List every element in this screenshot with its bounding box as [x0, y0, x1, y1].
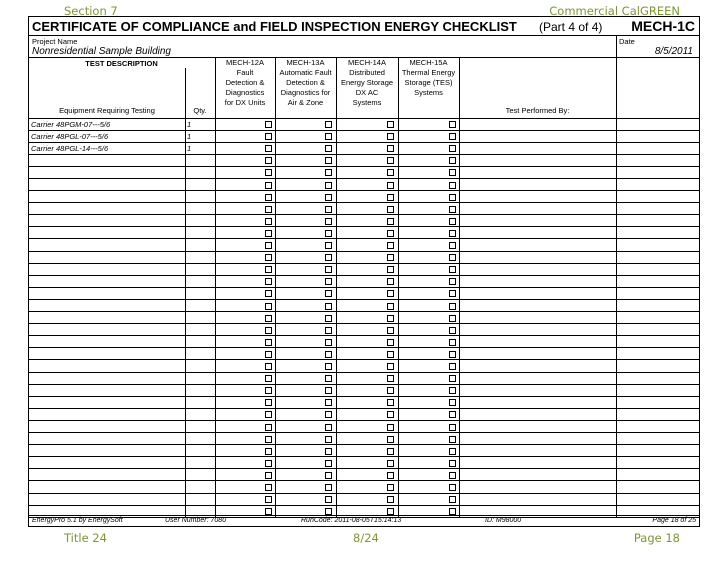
test-column-mech-14a: [336, 58, 398, 119]
test-description-line: DX AC: [355, 88, 379, 97]
test-checkbox[interactable]: [265, 206, 272, 213]
table-row: [29, 252, 699, 264]
test-checkbox[interactable]: [325, 206, 332, 213]
equipment-cell: Carrier 48PGM-07---5/6: [31, 120, 111, 129]
table-row: [29, 264, 699, 276]
test-checkbox[interactable]: [325, 230, 332, 237]
test-checkbox[interactable]: [265, 315, 272, 322]
compliance-form: [28, 16, 700, 527]
table-row: [29, 373, 699, 385]
test-checkbox[interactable]: [449, 436, 456, 443]
test-checkbox[interactable]: [387, 278, 394, 285]
test-checkbox[interactable]: [325, 327, 332, 334]
test-checkbox[interactable]: [449, 182, 456, 189]
test-checkbox[interactable]: [449, 339, 456, 346]
column-divider: [336, 58, 337, 518]
test-column-mech-12a: [215, 58, 275, 119]
test-checkbox[interactable]: [449, 424, 456, 431]
test-checkbox[interactable]: [325, 218, 332, 225]
qty-cell: 1: [187, 132, 192, 142]
test-checkbox[interactable]: [265, 472, 272, 479]
test-checkbox[interactable]: [265, 448, 272, 455]
test-checkbox[interactable]: [449, 399, 456, 406]
test-checkbox[interactable]: [387, 411, 394, 418]
test-checkbox[interactable]: [325, 351, 332, 358]
test-code: MECH-12A: [226, 58, 264, 67]
table-row: [29, 301, 699, 313]
section-label: Section 7: [64, 4, 118, 18]
table-row: [29, 276, 699, 288]
test-checkbox[interactable]: [325, 266, 332, 273]
test-description-line: Systems: [414, 88, 443, 97]
form-title-row: [29, 17, 699, 36]
table-row: [29, 167, 699, 179]
test-checkbox[interactable]: [387, 169, 394, 176]
test-checkbox[interactable]: [387, 436, 394, 443]
test-checkbox[interactable]: [325, 194, 332, 201]
test-checkbox[interactable]: [265, 339, 272, 346]
test-checkbox[interactable]: [449, 327, 456, 334]
test-checkbox[interactable]: [387, 375, 394, 382]
test-checkbox[interactable]: [387, 145, 394, 152]
project-name-label: Project Name: [32, 37, 78, 46]
test-checkbox[interactable]: [449, 242, 456, 249]
test-checkbox[interactable]: [387, 496, 394, 503]
test-checkbox[interactable]: [265, 145, 272, 152]
user-number: User Number: 7080: [165, 517, 227, 524]
table-row: [29, 397, 699, 409]
test-checkbox[interactable]: [449, 145, 456, 152]
test-checkbox[interactable]: [265, 399, 272, 406]
qty-column-header: Qty.: [193, 106, 207, 115]
table-row: [29, 434, 699, 446]
table-row: [29, 482, 699, 494]
test-description-line: Air & Zone: [287, 98, 324, 107]
test-checkbox[interactable]: [449, 411, 456, 418]
form-footer: [29, 515, 699, 526]
software-label: EnergyPro 5.1 by EnergySoft: [32, 517, 123, 524]
qty-cell: 1: [187, 144, 192, 154]
table-row: [29, 325, 699, 337]
test-description-line: Energy Storage: [340, 78, 394, 87]
test-checkbox[interactable]: [449, 218, 456, 225]
test-checkbox[interactable]: [449, 230, 456, 237]
test-checkbox[interactable]: [265, 484, 272, 491]
test-checkbox[interactable]: [449, 133, 456, 140]
test-checkbox[interactable]: [265, 266, 272, 273]
test-checkbox[interactable]: [325, 375, 332, 382]
equipment-cell: Carrier 48PGL-07---5/6: [31, 132, 109, 142]
test-checkbox[interactable]: [325, 169, 332, 176]
test-checkbox[interactable]: [265, 230, 272, 237]
test-checkbox[interactable]: [387, 121, 394, 128]
test-code: MECH-13A: [286, 58, 325, 67]
test-checkbox[interactable]: [387, 254, 394, 261]
test-checkbox[interactable]: [325, 242, 332, 249]
test-checkbox[interactable]: [449, 303, 456, 310]
test-checkbox[interactable]: [387, 424, 394, 431]
column-divider: [185, 68, 186, 518]
test-column-mech-13a: [275, 58, 336, 119]
test-checkbox[interactable]: [387, 194, 394, 201]
test-checkbox[interactable]: [325, 472, 332, 479]
test-checkbox[interactable]: [387, 339, 394, 346]
test-checkbox[interactable]: [449, 484, 456, 491]
test-checkbox[interactable]: [265, 218, 272, 225]
table-row: [29, 458, 699, 470]
test-checkbox[interactable]: [449, 472, 456, 479]
test-checkbox[interactable]: [325, 436, 332, 443]
test-checkbox[interactable]: [387, 182, 394, 189]
test-checkbox[interactable]: [325, 121, 332, 128]
column-divider: [215, 58, 216, 518]
test-checkbox[interactable]: [387, 363, 394, 370]
page-footer-right: Page 18: [633, 531, 680, 545]
project-row: [29, 36, 699, 58]
test-checkbox[interactable]: [387, 290, 394, 297]
test-description-line: for DX Units: [224, 98, 266, 107]
test-checkbox[interactable]: [325, 182, 332, 189]
test-checkbox[interactable]: [387, 399, 394, 406]
table-row: [29, 228, 699, 240]
page-footer-left: Title 24: [64, 531, 107, 545]
table-row: [29, 216, 699, 228]
form-title: CERTIFICATE OF COMPLIANCE and FIELD INSPECTION ENERGY CHECKLIST: [32, 19, 517, 34]
test-description-line: Storage (TES): [404, 78, 453, 87]
test-checkbox[interactable]: [449, 266, 456, 273]
test-checkbox[interactable]: [265, 424, 272, 431]
test-description-line: Diagnostics for: [280, 88, 331, 97]
page-footer-center: 8/24: [353, 531, 379, 545]
test-checkbox[interactable]: [265, 411, 272, 418]
test-column-mech-15a: [398, 58, 459, 119]
test-checkbox[interactable]: [449, 278, 456, 285]
test-checkbox[interactable]: [265, 157, 272, 164]
test-checkbox[interactable]: [449, 157, 456, 164]
test-checkbox[interactable]: [325, 484, 332, 491]
table-row: [29, 180, 699, 192]
test-checkbox[interactable]: [265, 460, 272, 467]
test-checkbox[interactable]: [387, 387, 394, 394]
test-checkbox[interactable]: [387, 472, 394, 479]
test-checkbox[interactable]: [325, 448, 332, 455]
test-checkbox[interactable]: [387, 242, 394, 249]
test-checkbox[interactable]: [387, 206, 394, 213]
test-checkbox[interactable]: [325, 339, 332, 346]
test-code: MECH-14A: [348, 58, 386, 67]
table-row: [29, 349, 699, 361]
test-checkbox[interactable]: [265, 363, 272, 370]
test-checkbox[interactable]: [449, 206, 456, 213]
test-checkbox[interactable]: [265, 194, 272, 201]
test-checkbox[interactable]: [387, 484, 394, 491]
test-description-line: Fault: [236, 68, 254, 77]
test-checkbox[interactable]: [449, 363, 456, 370]
date-divider: [616, 36, 617, 57]
test-checkbox[interactable]: [449, 375, 456, 382]
test-description-line: Automatic Fault: [279, 68, 332, 77]
test-checkbox[interactable]: [325, 387, 332, 394]
test-checkbox[interactable]: [449, 460, 456, 467]
form-code: MECH-1C: [631, 18, 695, 34]
table-row: [29, 385, 699, 397]
table-row: [29, 494, 699, 506]
runcode: RunCode: 2011-08-05T15:14:13: [301, 517, 402, 524]
column-divider: [459, 58, 460, 518]
test-checkbox[interactable]: [449, 254, 456, 261]
test-checkbox[interactable]: [387, 460, 394, 467]
project-name-value: Nonresidential Sample Building: [32, 46, 171, 57]
test-checkbox[interactable]: [449, 290, 456, 297]
test-description-line: Detection &: [286, 78, 325, 87]
table-row: [29, 119, 699, 131]
test-description-line: Systems: [352, 98, 382, 107]
table-row: [29, 192, 699, 204]
table-row: [29, 204, 699, 216]
test-checkbox[interactable]: [265, 375, 272, 382]
date-value: 8/5/2011: [654, 46, 693, 57]
test-description-line: Diagnostics: [225, 88, 265, 97]
test-checkbox[interactable]: [265, 121, 272, 128]
test-description-line: Distributed: [349, 68, 385, 77]
program-label: Commercial CalGREEN: [549, 4, 680, 18]
test-checkbox[interactable]: [449, 121, 456, 128]
part-label: (Part 4 of 4): [539, 20, 603, 34]
equipment-cell: Carrier 48PGL-14---5/6: [31, 144, 109, 154]
performed-by-header: Test Performed By:: [505, 106, 570, 115]
test-checkbox[interactable]: [387, 133, 394, 140]
test-checkbox[interactable]: [265, 496, 272, 503]
test-checkbox[interactable]: [325, 303, 332, 310]
column-divider: [398, 58, 399, 518]
test-checkbox[interactable]: [325, 290, 332, 297]
test-checkbox[interactable]: [387, 218, 394, 225]
table-row: [29, 422, 699, 434]
test-checkbox[interactable]: [325, 424, 332, 431]
test-checkbox[interactable]: [265, 351, 272, 358]
test-checkbox[interactable]: [325, 133, 332, 140]
table-row: [29, 240, 699, 252]
table-row: [29, 361, 699, 373]
test-checkbox[interactable]: [449, 351, 456, 358]
test-checkbox[interactable]: [325, 399, 332, 406]
test-checkbox[interactable]: [325, 411, 332, 418]
test-checkbox[interactable]: [449, 496, 456, 503]
table-row: [29, 409, 699, 421]
test-checkbox[interactable]: [265, 278, 272, 285]
test-checkbox[interactable]: [387, 157, 394, 164]
test-checkbox[interactable]: [449, 169, 456, 176]
test-checkbox[interactable]: [387, 315, 394, 322]
table-row: [29, 288, 699, 300]
column-divider: [275, 58, 276, 518]
table-row: [29, 337, 699, 349]
test-checkbox[interactable]: [449, 448, 456, 455]
test-checkbox[interactable]: [265, 303, 272, 310]
test-description-heading: TEST DESCRIPTION: [85, 59, 158, 68]
test-checkbox[interactable]: [449, 387, 456, 394]
table-row: [29, 143, 699, 155]
test-checkbox[interactable]: [387, 230, 394, 237]
test-checkbox[interactable]: [265, 242, 272, 249]
test-description-line: Thermal Energy: [401, 68, 456, 77]
test-checkbox[interactable]: [325, 157, 332, 164]
table-header: [29, 58, 699, 119]
test-checkbox[interactable]: [265, 436, 272, 443]
equipment-column-header: Equipment Requiring Testing: [59, 106, 155, 115]
test-code: MECH-15A: [409, 58, 448, 67]
test-checkbox[interactable]: [387, 266, 394, 273]
qty-cell: 1: [187, 120, 192, 129]
test-description-line: Detection &: [225, 78, 265, 87]
id-label: ID: M98000: [485, 517, 522, 524]
test-checkbox[interactable]: [265, 133, 272, 140]
test-checkbox[interactable]: [325, 460, 332, 467]
test-checkbox[interactable]: [325, 145, 332, 152]
test-checkbox[interactable]: [387, 303, 394, 310]
test-checkbox[interactable]: [265, 327, 272, 334]
table-row: [29, 470, 699, 482]
test-checkbox[interactable]: [387, 351, 394, 358]
test-checkbox[interactable]: [387, 327, 394, 334]
table-row: [29, 446, 699, 458]
column-divider: [616, 58, 617, 518]
test-checkbox[interactable]: [325, 315, 332, 322]
table-row: [29, 131, 699, 143]
table-row: [29, 313, 699, 325]
test-checkbox[interactable]: [325, 254, 332, 261]
test-checkbox[interactable]: [325, 496, 332, 503]
test-checkbox[interactable]: [265, 387, 272, 394]
test-checkbox[interactable]: [387, 448, 394, 455]
test-checkbox[interactable]: [265, 169, 272, 176]
test-checkbox[interactable]: [265, 254, 272, 261]
test-checkbox[interactable]: [265, 182, 272, 189]
date-label: Date: [619, 37, 635, 46]
test-checkbox[interactable]: [325, 278, 332, 285]
form-page-number: Page 18 of 25: [652, 517, 696, 524]
test-checkbox[interactable]: [325, 363, 332, 370]
test-checkbox[interactable]: [265, 290, 272, 297]
test-checkbox[interactable]: [449, 194, 456, 201]
table-row: [29, 155, 699, 167]
test-checkbox[interactable]: [449, 315, 456, 322]
